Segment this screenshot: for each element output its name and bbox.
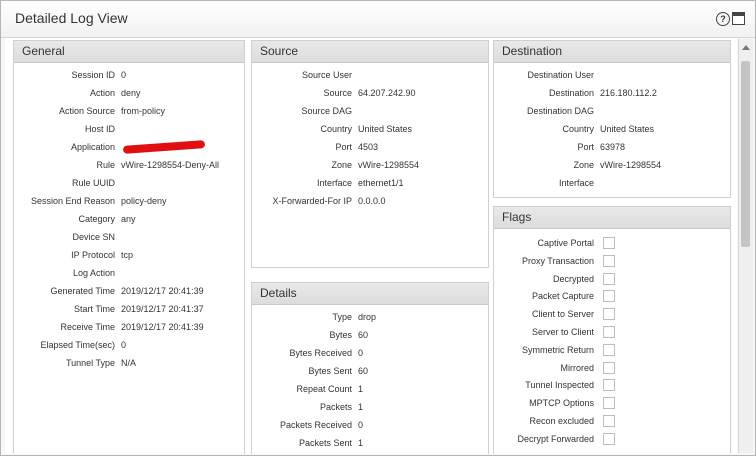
source-panel xyxy=(251,40,489,268)
destination-panel-header: Destination xyxy=(494,41,730,63)
destination-row xyxy=(494,105,724,117)
source-field-label: X-Forwarded-For IP xyxy=(272,196,352,206)
flag-checkbox[interactable] xyxy=(603,308,615,320)
destination-panel xyxy=(493,40,731,198)
details-field-label: Packets xyxy=(319,402,352,412)
source-row xyxy=(252,177,482,189)
general-field-value: vWire-1298554-Deny-All xyxy=(121,160,220,170)
destination-row xyxy=(494,69,724,81)
flag-checkbox[interactable] xyxy=(603,326,615,338)
destination-row xyxy=(494,123,724,135)
general-field-label: Host ID xyxy=(84,124,115,134)
general-field-label: Start Time xyxy=(73,304,115,314)
flag-row xyxy=(494,326,737,340)
flag-row xyxy=(494,255,737,269)
flag-label: Tunnel Inspected xyxy=(525,380,594,391)
general-field-label: Elapsed Time(sec) xyxy=(40,340,115,350)
destination-row xyxy=(494,177,724,189)
destination-field-value: 216.180.112.2 xyxy=(600,88,657,98)
source-row xyxy=(252,159,482,171)
flags-panel-header: Flags xyxy=(494,207,730,229)
flag-label: Captive Portal xyxy=(537,238,594,248)
details-field-label: Bytes Received xyxy=(289,348,352,358)
details-field-value: drop xyxy=(358,312,377,322)
general-field-value: 0 xyxy=(121,70,127,80)
source-row xyxy=(252,141,482,153)
redaction-mark xyxy=(123,140,205,154)
source-row xyxy=(252,123,482,135)
details-field-label: Type xyxy=(332,312,352,322)
flag-label: MPTCP Options xyxy=(529,398,594,409)
source-row xyxy=(252,105,482,117)
general-row xyxy=(14,339,244,351)
flag-row xyxy=(494,433,737,447)
details-field-value: 0 xyxy=(358,420,364,430)
general-field-label: Action xyxy=(89,88,115,98)
general-row xyxy=(14,249,244,261)
general-field-label: Log Action xyxy=(72,268,115,278)
source-field-label: Source DAG xyxy=(301,106,352,116)
source-field-label: Zone xyxy=(331,160,352,170)
flag-checkbox[interactable] xyxy=(603,237,615,249)
log-detail-content xyxy=(5,38,737,454)
details-field-value: 1 xyxy=(358,384,364,394)
general-field-value: 2019/12/17 20:41:37 xyxy=(121,304,204,314)
source-field-value: 0.0.0.0 xyxy=(358,196,386,206)
scroll-up-arrow-icon[interactable] xyxy=(742,45,750,50)
source-field-label: Port xyxy=(335,142,352,152)
general-field-label: IP Protocol xyxy=(71,250,115,260)
general-field-label: Tunnel Type xyxy=(65,358,115,368)
source-field-value: ethernet1/1 xyxy=(358,178,404,188)
flag-checkbox[interactable] xyxy=(603,415,615,427)
flag-checkbox[interactable] xyxy=(603,433,615,445)
general-row xyxy=(14,285,244,297)
general-row xyxy=(14,303,244,315)
details-row xyxy=(252,365,482,377)
flag-row xyxy=(494,344,737,358)
details-row xyxy=(252,347,482,359)
general-row xyxy=(14,213,244,225)
destination-field-label: Destination DAG xyxy=(526,106,594,116)
details-field-value: 60 xyxy=(358,366,369,376)
details-panel-header: Details xyxy=(252,283,488,305)
destination-field-label: Destination xyxy=(548,88,594,98)
flag-row xyxy=(494,273,737,287)
flags-panel xyxy=(493,206,731,454)
general-field-value: tcp xyxy=(121,250,134,260)
source-field-label: Source User xyxy=(301,70,352,80)
general-row xyxy=(14,159,244,171)
general-field-label: Receive Time xyxy=(60,322,115,332)
flag-checkbox[interactable] xyxy=(603,379,615,391)
flag-row xyxy=(494,379,737,393)
general-field-label: Device SN xyxy=(72,232,115,242)
destination-field-label: Port xyxy=(577,142,594,152)
source-row xyxy=(252,87,482,99)
general-field-label: Session ID xyxy=(71,70,115,80)
source-row xyxy=(252,195,482,207)
flag-row xyxy=(494,362,737,376)
source-field-value: 4503 xyxy=(358,142,379,152)
help-icon[interactable]: ? xyxy=(716,12,730,26)
flag-label: Client to Server xyxy=(531,309,594,320)
vertical-scrollbar[interactable] xyxy=(738,39,753,453)
flag-checkbox[interactable] xyxy=(603,273,615,285)
flag-row xyxy=(494,237,737,251)
flag-row xyxy=(494,415,737,429)
window-titlebar xyxy=(1,1,755,38)
destination-field-value: 63978 xyxy=(600,142,626,152)
general-field-label: Rule xyxy=(96,160,115,170)
general-panel xyxy=(13,40,245,454)
details-row xyxy=(252,419,482,431)
details-field-value: 1 xyxy=(358,438,364,448)
flag-label: Server to Client xyxy=(531,327,594,337)
source-field-label: Interface xyxy=(316,178,352,188)
general-field-value: policy-deny xyxy=(121,196,167,206)
source-field-value: 64.207.242.90 xyxy=(358,88,416,98)
general-row xyxy=(14,231,244,243)
general-field-value: N/A xyxy=(121,358,137,368)
source-panel-header: Source xyxy=(252,41,488,63)
details-field-label: Repeat Count xyxy=(296,384,352,394)
flag-row xyxy=(494,397,737,411)
flag-label: Symmetric Return xyxy=(521,344,594,355)
details-field-label: Bytes Sent xyxy=(308,366,352,376)
details-field-label: Bytes xyxy=(329,330,352,340)
destination-row xyxy=(494,141,724,153)
details-row xyxy=(252,329,482,341)
flag-label: Packet Capture xyxy=(531,291,594,302)
flag-label: Recon excluded xyxy=(529,416,594,426)
destination-field-label: Country xyxy=(562,124,594,134)
general-panel-header: General xyxy=(14,41,244,63)
source-field-label: Country xyxy=(320,124,352,134)
details-field-label: Packets Received xyxy=(279,420,352,430)
source-field-value: United States xyxy=(358,124,413,134)
source-field-label: Source xyxy=(323,88,352,98)
scrollbar-thumb[interactable] xyxy=(741,61,750,247)
flag-row xyxy=(494,290,737,304)
general-field-value: 2019/12/17 20:41:39 xyxy=(121,286,204,296)
destination-row xyxy=(494,87,724,99)
general-row xyxy=(14,357,244,369)
details-row xyxy=(252,383,482,395)
general-row xyxy=(14,321,244,333)
general-row xyxy=(14,87,244,99)
details-field-value: 60 xyxy=(358,330,369,340)
general-row xyxy=(14,141,244,153)
details-row xyxy=(252,311,482,323)
general-field-value: deny xyxy=(121,88,141,98)
flag-checkbox[interactable] xyxy=(603,344,615,356)
general-row xyxy=(14,267,244,279)
source-field-value: vWire-1298554 xyxy=(358,160,420,170)
flag-label: Decrypted xyxy=(552,273,594,284)
details-row xyxy=(252,437,482,449)
general-row xyxy=(14,105,244,117)
flag-label: Proxy Transaction xyxy=(521,255,594,266)
general-field-label: Category xyxy=(78,214,115,224)
details-field-value: 1 xyxy=(358,402,364,412)
destination-field-label: Zone xyxy=(573,160,594,170)
source-row xyxy=(252,69,482,81)
general-field-label: Action Source xyxy=(58,106,115,116)
destination-field-label: Interface xyxy=(558,178,594,188)
general-field-label: Session End Reason xyxy=(30,196,115,206)
general-field-value: 2019/12/17 20:41:39 xyxy=(121,322,204,332)
general-field-label: Rule UUID xyxy=(71,178,115,188)
flag-row xyxy=(494,308,737,322)
general-row xyxy=(14,123,244,135)
general-row xyxy=(14,195,244,207)
flag-checkbox[interactable] xyxy=(603,290,615,302)
general-field-label: Generated Time xyxy=(50,286,115,296)
flag-label: Mirrored xyxy=(560,362,594,373)
flag-checkbox[interactable] xyxy=(603,362,615,374)
destination-field-value: vWire-1298554 xyxy=(600,160,662,170)
details-field-label: Packets Sent xyxy=(298,438,352,448)
general-field-value: any xyxy=(121,214,136,224)
destination-field-value: United States xyxy=(600,124,655,134)
maximize-icon[interactable] xyxy=(732,12,745,25)
general-row xyxy=(14,69,244,81)
details-panel xyxy=(251,282,489,454)
flag-label: Decrypt Forwarded xyxy=(517,433,594,444)
general-field-value: from-policy xyxy=(121,106,166,116)
destination-row xyxy=(494,159,724,171)
details-field-value: 0 xyxy=(358,348,364,358)
details-row xyxy=(252,401,482,413)
general-row xyxy=(14,177,244,189)
general-field-value: 0 xyxy=(121,340,127,350)
flag-checkbox[interactable] xyxy=(603,397,615,409)
flag-checkbox[interactable] xyxy=(603,255,615,267)
window-title: Detailed Log View xyxy=(15,10,128,26)
destination-field-label: Destination User xyxy=(527,70,594,80)
general-field-label: Application xyxy=(70,142,115,152)
